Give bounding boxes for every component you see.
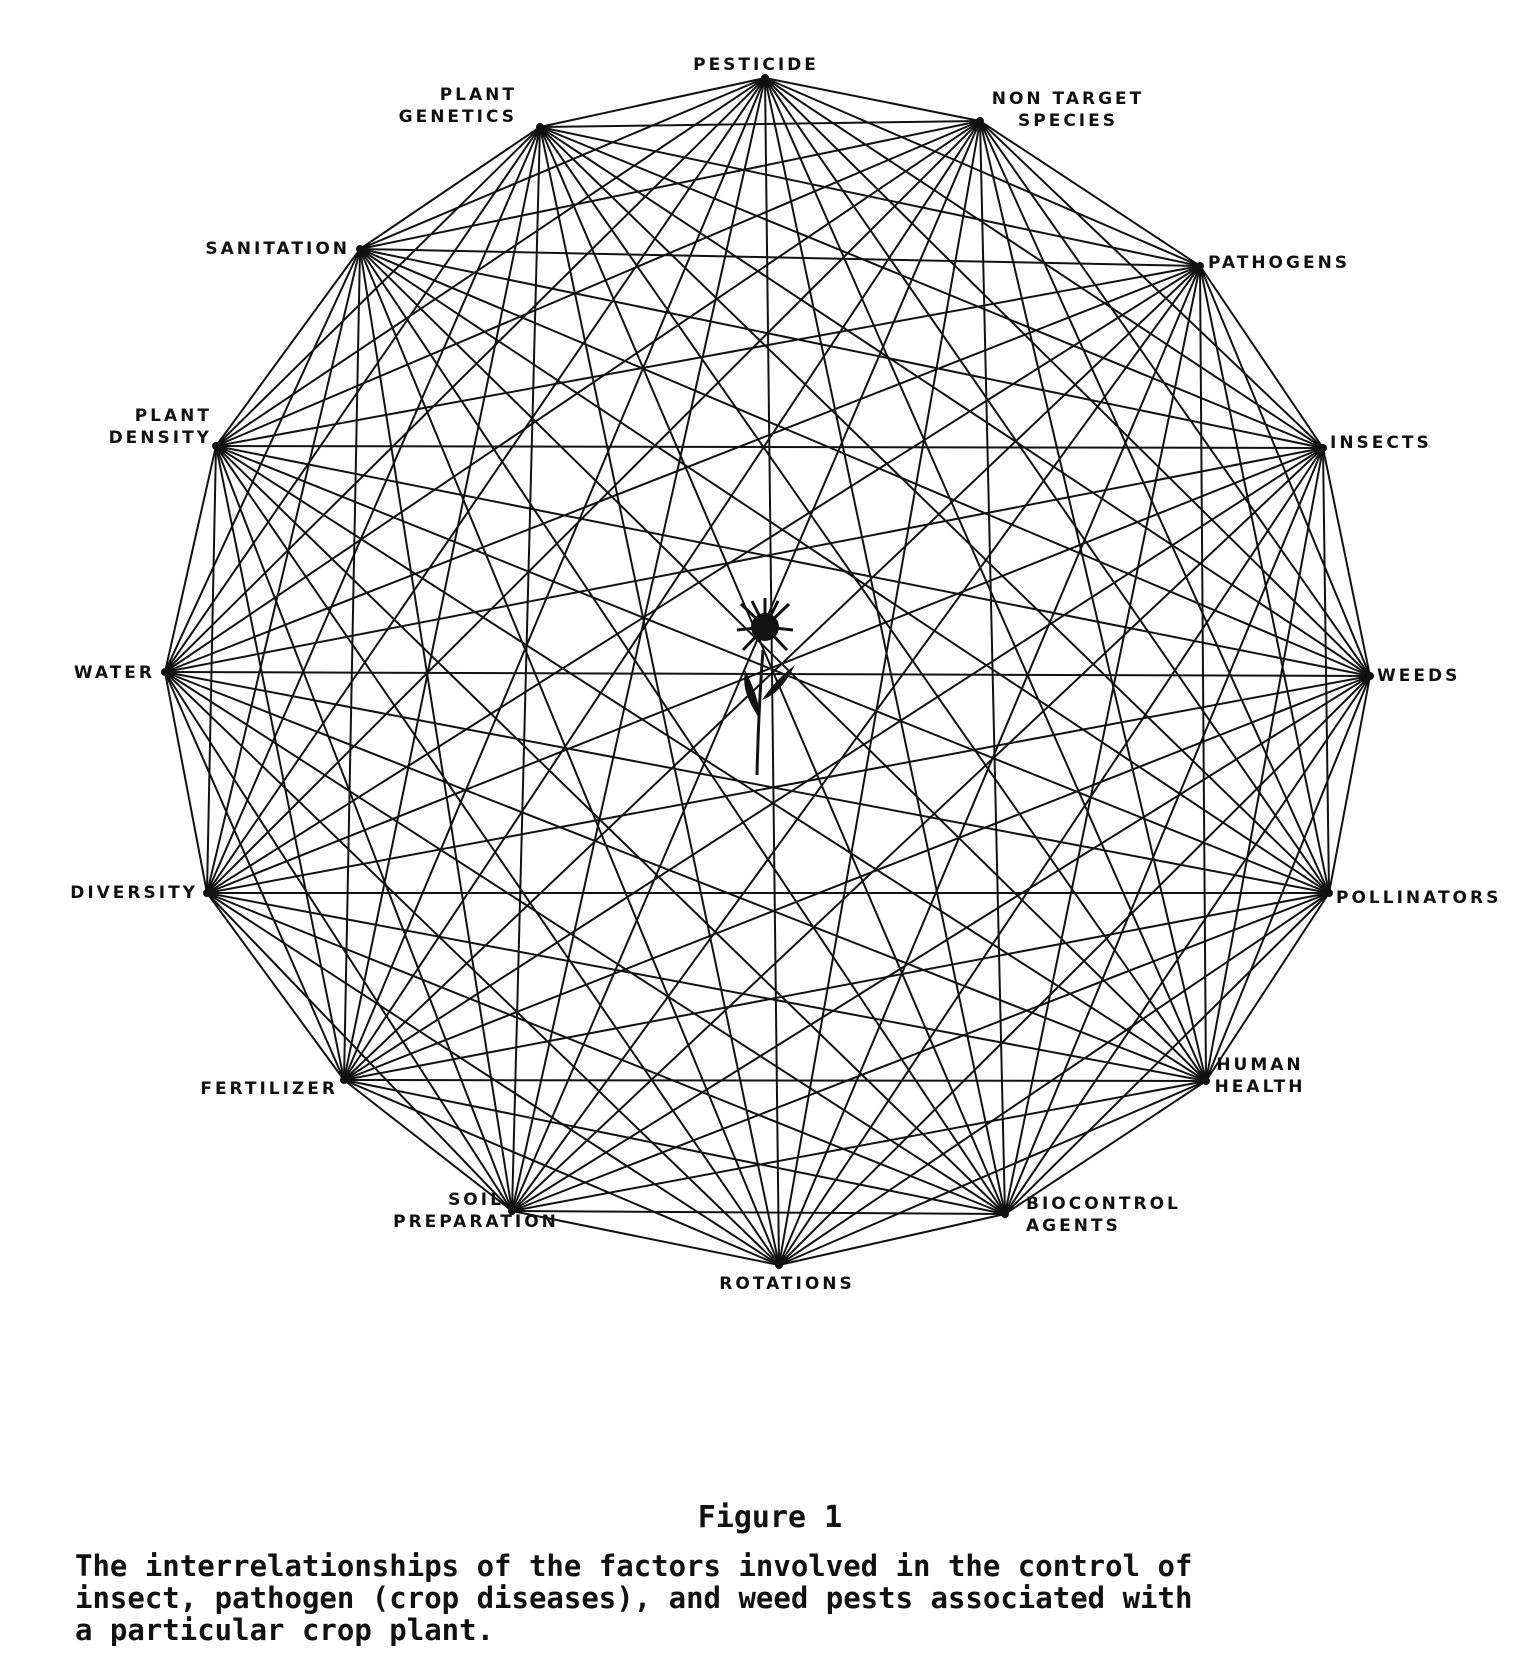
label-human-health: HUMAN HEALTH [1214,1055,1306,1097]
edge-weeds-water [165,672,1370,676]
label-plant-genetics: PLANT GENETICS [398,85,517,127]
node-human-health [1202,1077,1210,1085]
edge-biocontrol-agents-diversity [207,893,1005,1214]
node-weeds [1366,672,1374,680]
label-insects: INSECTS [1330,433,1432,453]
label-pollinators: POLLINATORS [1336,888,1502,908]
label-rotations: ROTATIONS [719,1274,855,1294]
edge-pollinators-biocontrol-agents [1005,893,1329,1214]
edge-pesticide-plant-genetics [540,78,765,127]
label-diversity: DIVERSITY [70,883,198,903]
edge-weeds-pollinators [1329,676,1370,893]
edge-insects-soil-preparation [512,448,1323,1211]
edge-insects-plant-density [216,446,1323,448]
edge-pollinators-plant-genetics [540,127,1329,893]
node-pesticide [761,74,769,82]
edge-diversity-plant-density [207,446,216,893]
node-fertilizer [340,1076,348,1084]
node-insects [1319,444,1327,452]
label-soil-preparation: SOIL PREPARATION [393,1190,559,1232]
edge-pathogens-plant-density [216,266,1200,446]
edge-soil-preparation-diversity [207,893,512,1211]
node-rotations [775,1261,783,1269]
edge-plant-density-plant-genetics [216,127,540,446]
label-plant-density: PLANT DENSITY [108,406,212,448]
edge-diversity-sanitation [207,249,360,893]
edge-biocontrol-agents-rotations [779,1214,1005,1265]
node-diversity [203,889,211,897]
edge-pesticide-weeds [765,78,1370,676]
figure-label: Figure 1 [697,1500,843,1535]
label-sanitation: SANITATION [205,239,350,259]
edge-insects-human-health [1206,448,1323,1081]
label-biocontrol-agents: BIOCONTROL AGENTS [1026,1194,1181,1236]
edge-weeds-human-health [1206,676,1370,1081]
edge-pollinators-water [165,672,1329,893]
label-weeds: WEEDS [1377,666,1461,686]
edge-rotations-water [165,672,779,1265]
edge-human-health-plant-density [216,446,1206,1081]
label-fertilizer: FERTILIZER [200,1079,338,1099]
node-pollinators [1325,889,1333,897]
edge-human-health-fertilizer [344,1080,1206,1081]
edge-fertilizer-plant-density [216,446,344,1080]
edge-fertilizer-sanitation [344,249,360,1080]
edge-insects-diversity [207,448,1323,893]
node-water [161,668,169,676]
figure-caption: The interrelationships of the factors involved in the control of insect, pathogen (crop diseases), and weed pests associated with a particular crop plant. [75,1549,1193,1647]
edge-soil-preparation-sanitation [360,249,512,1211]
label-non-target-species: NON TARGET SPECIES [991,89,1145,131]
edge-biocontrol-agents-water [165,672,1005,1214]
edge-insects-rotations [779,448,1323,1265]
edge-pesticide-water [165,78,765,672]
node-non-target-species [976,117,984,125]
edge-pathogens-human-health [1200,266,1206,1081]
crop-plant-icon [737,598,795,775]
label-water: WATER [73,663,155,683]
label-pathogens: PATHOGENS [1208,253,1351,273]
label-pesticide: PESTICIDE [693,55,819,75]
edge-biocontrol-agents-fertilizer [344,1080,1005,1214]
edge-pesticide-plant-density [216,78,765,446]
node-biocontrol-agents [1001,1210,1009,1218]
node-plant-density [212,442,220,450]
node-pathogens [1196,262,1204,270]
edge-non-target-species-plant-genetics [540,121,980,127]
node-plant-genetics [536,123,544,131]
edge-water-plant-density [165,446,216,672]
node-sanitation [356,245,364,253]
edge-insects-pollinators [1323,448,1329,893]
edge-pollinators-human-health [1206,893,1329,1081]
